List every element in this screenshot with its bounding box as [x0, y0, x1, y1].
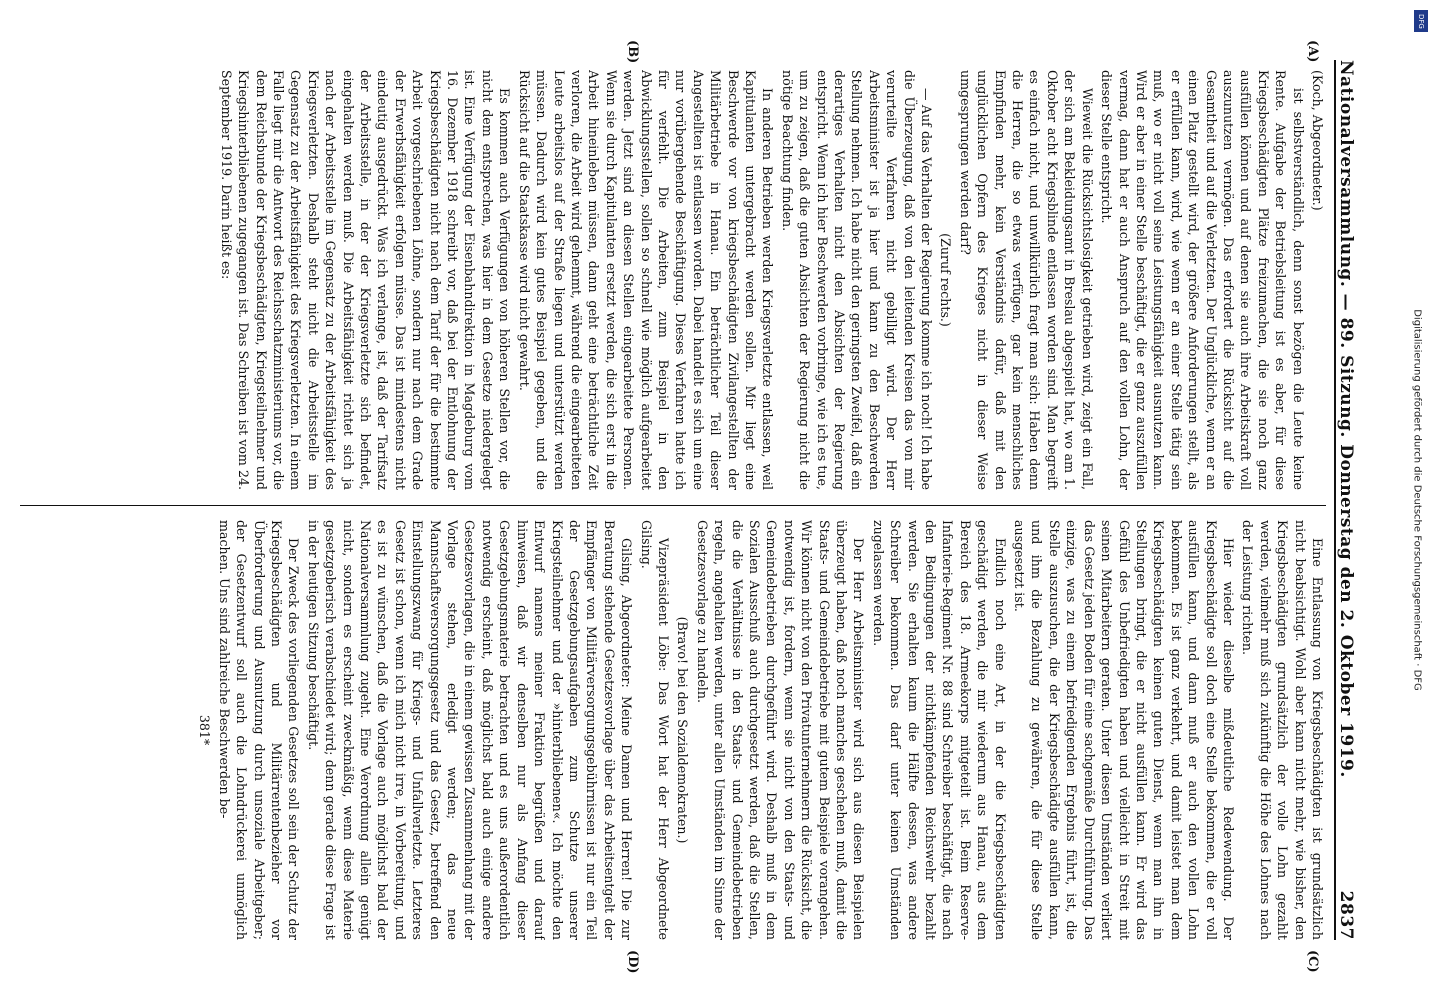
- speaker-note: (Koch, Abgeordneter.): [1310, 70, 1325, 211]
- interjection: (Zuruf rechts.): [938, 233, 954, 327]
- marker-a: (A): [1305, 40, 1320, 63]
- paragraph: ist selbstverständlich, denn sonst bezögen die Leute keine Rente. Aufgabe der Betriebsleitung ist es aber, für diese Kriegsbeschädigten Plätze freizumachen, die sie noch ganz ausfüllen können und auf denen sie auch ihre Arbeitskraft voll auszunutzen vermögen. Das erfordert die Rücksicht auf die Gesamtheit und auf die Verletzten. Der Unglückliche, wenn er an einen Platz gestellt wird, der größere Anforderungen stellt, als er erfüllen kann, wird, wie wenn er an einer Stelle tätig sein muß, wo er nicht voll seine Leistungsfähigkeit ausnutzen kann. Wird er aber in einer Stelle beschäftigt, die er ganz auszufüllen vermag, dann hat er auch Anspruch auf den vollen Lohn, der dieser Stelle entspricht.: [1099, 70, 1306, 490]
- right-column: [20, 520, 1326, 940]
- paragraph: Gilsing, Abgeordneter: Meine Damen und Herren! Die zur Beratung stehende Gesetzesvorlage über das Arbeitsentgelt der Empfänger von Militärversorgungsgebührnissen ist nur ein Teil der Gesetzgebungsaufgaben zum Schutze unserer Kriegsteilnehmer und der »hinterbliebenen«. Ich möchte den Entwurf namens meiner Fraktion begrüßen und darauf hinweisen, daß wir denselben nur als Anfang dieser Gesetzgebungsmaterie betrachten und es uns außerordentlich notwendig erscheint, daß möglichst bald auch einige andere Gesetzesvorlagen, die in einem gewissen Zusammenhang mit der Vorlage stehen, erledigt werden; das neue Mannschaftsversorgungsgesetz und das Gesetz, betreffend den Einstellungszwang für Kriegs- und Unfallverletzte. Letzteres Gesetz ist schon, wenn ich mich nicht irre, in Vorbereitung, und es ist zu wünschen, daß die Vorlage auch möglichst bald der Nationalversammlung zugeht. Eine Verordnung allein genügt nicht, sondern es erscheint zweckmäßig, wenn diese Materie gesetzgeberisch verabschiedet wird; denn gerade diese Frage ist in der heutigen Sitzung beschäftigt.: [305, 520, 635, 940]
- marker-b: (B): [625, 40, 640, 64]
- paragraph: Der Herr Arbeitsminister wird sich aus diesen Beispielen überzeugt haben, daß noch manches geschehen muß, damit die Staats- und Gemeindebetriebe mit gutem Beispiele vorangehen. Wir können nicht von den Privatunternehmern die Rücksicht, die notwendig ist, fordern, wenn sie nicht von den Staats- und Gemeindebetrieben durchgeführt wird. Deshalb muß in dem Sozialen Ausschuß auch durchgesetzt werden, daß die Stellen, die die Verhältnisse in den Staats- und Gemeindebetrieben regeln, angehalten werden, unter allen Umständen im Sinne der Gesetzesvorlage zu handeln.: [694, 520, 867, 940]
- paragraph: Wieweit die Rücksichtslosigkeit getrieben wird, zeigt ein Fall, der sich am Bekleidungsamt in Breslau abgespielt hat, wo am 1. Oktober acht Kriegsblinde entlassen worden sind. Man begreift es einfach nicht, und unwillkürlich fragt man sich: Haben denn die Herren, die so etwas verfügen, gar kein menschliches Empfinden mehr, kein Verständnis dafür, daß mit den unglücklichen Opfern des Krieges nicht in dieser Weise umgesprungen werden darf?: [957, 70, 1095, 490]
- sheet-number: 381*: [197, 714, 213, 746]
- credit-text: Digitalisierung gefördert durch die Deutsche Forschungsgemeinschaft · DFG: [1411, 309, 1423, 691]
- page-number: 2837: [1336, 890, 1356, 940]
- quote: Eine Entlassung von Kriegsbeschädigten ist grundsätzlich nicht beabsichtigt. Wohl aber kann nicht mehr, wie bisher, den Kriegsbeschädigten grundsätzlich der volle Lohn gezahlt werden, vielmehr muß sich zukünftig die Höhe des Lohnes nach der Leistung richten.: [1240, 520, 1325, 940]
- paragraph: Es kommen auch Verfügungen von höheren Stellen vor, die nicht dem entsprechen, was hier in dem Gesetze niedergelegt ist. Eine Verfügung der Eisenbahndirektion in Magdeburg vom 16. Dezember 1918 schreibt vor, daß bei der Entlohnung der Kriegsbeschädigten nicht nach dem Tarif der für die bestimmte Arbeit vorgeschriebenen Löhne, sondern nur nach dem Grade der Erwerbsfähigkeit erfolgen müsse. Das ist mindestens nicht eindeutig ausgedrückt. Was ich verlange, ist, daß der Tarifsatz der Arbeitsstelle, in der der Kriegsverletzte sich befindet, eingehalten werden muß. Die Arbeitsfähigkeit richtet sich ja nach der Arbeitsstelle im Gegensatz zu der Arbeitsfähigkeit des Kriegsverletzten. Deshalb steht nicht die Arbeitsstelle im Gegensatz zu der Arbeitsfähigkeit des Kriegsverletzten. In einem Falle liegt mir die Antwort des Reichsschatzministeriums vor, die dem Reichsbunde der Kriegsbeschädigten, Kriegsteilnehmer und Kriegshinterbliebenen zugegangen ist. Das Schreiben ist vom 24. September 1919. Darin heißt es:: [218, 70, 513, 490]
- paragraph: Hier wieder dieselbe mißdeutliche Redewendung. Der Kriegsbeschädigte soll doch eine Stelle bekommen, die er voll ausfüllen kann, und dann muß er auch den vollen Lohn bekommen. Es ist ganz verkehrt, und damit leistet man dem Kriegsbeschädigten keinen guten Dienst, wenn man ihn in Stellungen bringt, die er nicht ausfüllen kann. Er wird das Gefühl des Unbefriedigten haben und vielleicht in Streit mit seinen Mitarbeitern geraten. Unter diesen Umständen verliert das Gesetz jeden Boden für eine sachgemäße Durchführung. Das einzige, was zu einem befriedigenden Ergebnis führt, ist, die Stelle auszusuchen, die der Kriegsbeschädigte ausfüllen kann, und ihm die Bezahlung zu gewähren, die für diese Stelle ausgesetzt ist.: [1012, 520, 1236, 940]
- paragraph: Der Zweck des vorliegenden Gesetzes soll sein der Schutz der Kriegsbeschädigten und Militärrentenbezieher vor Überforderung und Ausnutzung durch unsoziale Arbeitgeber; der Gesetzentwurf soll auch die Lohndrückerei unmöglich machen. Uns sind zahlreiche Beschwerden be-: [216, 520, 302, 940]
- page-header: [1334, 60, 1370, 940]
- paragraph: Endlich noch eine Art, in der die Kriegsbeschädigten geschädigt werden, die mir wiederum aus Hanau, aus dem Bereich des 18. Armeekorps mitgeteilt ist. Beim Reserve-Infanterie-Regiment Nr. 88 sind Schreiber beschäftigt, die nach den Bedingungen der nichtkämpfenden Reichswehr bezahlt werden. Sie erhalten kaum die Hälfte dessen, was andere Schreiber bekommen. Das darf unter keinen Umständen zugelassen werden.: [870, 520, 1008, 940]
- paragraph: — Auf das Verhalten der Regierung komme ich noch! Ich habe die Überzeugung, daß von den leitenden Kreisen das von mir verurteilte Verfahren nicht gebilligt wird. Der Herr Arbeitsminister ist ja hier und kann zu den Beschwerden Stellung nehmen. Ich habe nicht den geringsten Zweifel, daß ein derartiges Verhalten nicht den Absichten der Regierung entspricht. Wenn ich hier Beschwerden vorbringe, wie ich es tue, um zu zeigen, daß die guten Absichten der Regierung nicht die nötige Beachtung finden.: [779, 70, 935, 490]
- chair-note: Vizepräsident Löbe: Das Wort hat der Herr Abgeordnete Gilsing.: [638, 520, 671, 940]
- applause-note: (Bravo! bei den Sozialdemokraten.): [675, 616, 691, 844]
- dfg-logo-icon[interactable]: DFG: [1414, 10, 1428, 32]
- paragraph: In anderen Betrieben werden Kriegsverletzte entlassen, weil Kapitulanten untergebracht werden sollen. Mir liegt eine Beschwerde vor von kriegsbeschädigten Zivilangestellten der Militärbetriebe in Hanau. Ein beträchtlicher Teil dieser Angestellten ist entlassen worden. Dabei handelt es sich um eine nur vorübergehende Beschäftigung. Dieses Verfahren hatte ich für verfehlt. Die Arbeiten, zum Beispiel in den Abwicklungsstellen, sollen so schnell wie möglich aufgearbeitet werden. Jetzt sind an diesen Stellen eingearbeitete Personen. Wenn sie durch Kapitulanten ersetzt werden, die sich erst in die Arbeit hineinleben müssen, dann geht eine beträchtliche Zeit verloren, die Arbeit wird gehemmt, während die eingearbeiteten Leute arbeitslos auf der Straße liegen und unterstützt werden müssen. Dadurch wird kein gutes Beispiel gegeben, und die Rücksicht auf die Staatskasse wird nicht gewahrt.: [516, 70, 776, 490]
- digitization-credit: [1408, 0, 1426, 1000]
- column-divider: [20, 505, 1326, 506]
- marker-c: (C): [1305, 950, 1320, 973]
- marker-d: (D): [625, 950, 640, 974]
- left-column: [20, 70, 1326, 490]
- header-title: Nationalversammlung. — 89. Sitzung. Donnerstag den 2. Oktober 1919.: [1336, 60, 1356, 778]
